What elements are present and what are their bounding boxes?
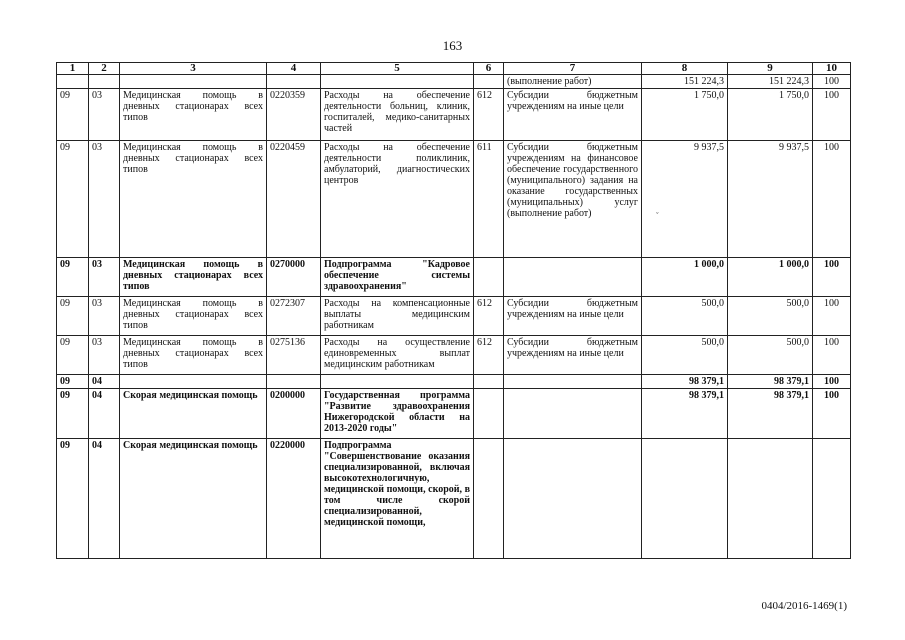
page-number: 163 (442, 38, 463, 53)
subsection-name-cell: Медицинская помощь в дневных стационарах всех типов (120, 141, 267, 258)
target-code-cell: 0272307 (267, 297, 321, 336)
header-col-7: 7 (504, 63, 642, 75)
table-row (57, 375, 851, 389)
header-col-8: 8 (642, 63, 728, 75)
expense-type-name-cell (504, 258, 642, 297)
subsection-code-cell: 04 (89, 439, 120, 559)
planned-amount-cell: 98 379,1 (642, 375, 728, 389)
subsection-name-cell (120, 75, 267, 89)
document-id: 0404/2016-1469(1) (761, 600, 847, 612)
subsection-name-cell (120, 375, 267, 389)
planned-amount-cell: 98 379,1 (642, 389, 728, 439)
section-code-cell: 09 (57, 439, 89, 559)
expense-type-code-cell (474, 375, 504, 389)
target-code-cell: 0200000 (267, 389, 321, 439)
section-code-cell: 09 (57, 141, 89, 258)
expense-type-name-cell: Субсидии бюджетным учреждениям на иные цели (504, 89, 642, 141)
table-body (57, 75, 851, 559)
target-name-cell: Подпрограмма "Совершенствование оказания специализированной, включая высокотехнологичную, медицинской помощи, скорой, в том числе скорой специализированной, медицинской помощи, (321, 439, 474, 559)
subsection-name-cell: Медицинская помощь в дневных стационарах всех типов (120, 336, 267, 375)
table-row (57, 89, 851, 141)
actual-amount-cell: 500,0 (728, 297, 813, 336)
section-code-cell: 09 (57, 258, 89, 297)
target-code-cell: 0220359 (267, 89, 321, 141)
expense-type-code-cell (474, 258, 504, 297)
subsection-name-cell: Медицинская помощь в дневных стационарах всех типов (120, 297, 267, 336)
section-code-cell: 09 (57, 297, 89, 336)
header-col-3: 3 (120, 63, 267, 75)
table-row (57, 258, 851, 297)
table-row (57, 141, 851, 258)
planned-amount-cell: 500,0 (642, 336, 728, 375)
planned-amount-cell: 9 937,5 (642, 141, 728, 258)
actual-amount-cell: 500,0 (728, 336, 813, 375)
margin-mark: ˇ (656, 211, 659, 220)
subsection-code-cell: 03 (89, 297, 120, 336)
header-row (57, 63, 851, 75)
expense-type-code-cell: 612 (474, 336, 504, 375)
target-code-cell (267, 375, 321, 389)
table-row (57, 336, 851, 375)
header-col-9: 9 (728, 63, 813, 75)
header-col-6: 6 (474, 63, 504, 75)
target-name-cell (321, 375, 474, 389)
actual-amount-cell: 1 750,0 (728, 89, 813, 141)
header-col-10: 10 (813, 63, 851, 75)
target-code-cell: 0220000 (267, 439, 321, 559)
percent-cell: 100 (813, 141, 851, 258)
subsection-code-cell: 04 (89, 375, 120, 389)
percent-cell: 100 (813, 336, 851, 375)
expense-type-name-cell (504, 439, 642, 559)
expense-type-code-cell: 611 (474, 141, 504, 258)
expense-type-name-cell: Субсидии бюджетным учреждениям на иные цели (504, 297, 642, 336)
target-name-cell: Подпрограмма "Кадровое обеспечение системы здравоохранения" (321, 258, 474, 297)
target-name-cell: Государственная программа "Развитие здравоохранения Нижегородской области на 2013-2020 годы" (321, 389, 474, 439)
header-col-1: 1 (57, 63, 89, 75)
percent-cell: 100 (813, 89, 851, 141)
percent-cell: 100 (813, 375, 851, 389)
expense-type-code-cell (474, 389, 504, 439)
expense-type-name-cell (504, 389, 642, 439)
target-name-cell: Расходы на компенсационные выплаты медицинским работникам (321, 297, 474, 336)
subsection-code-cell: 03 (89, 89, 120, 141)
planned-amount-cell: 500,0 (642, 297, 728, 336)
section-code-cell (57, 75, 89, 89)
header-col-2: 2 (89, 63, 120, 75)
budget-table (56, 62, 851, 559)
expense-type-code-cell (474, 75, 504, 89)
expense-type-name-cell: Субсидии бюджетным учреждениям на финансовое обеспечение государственного (муниципального) задания на оказание государственных (муниципальных) услуг (выполнение работ) (504, 141, 642, 258)
section-code-cell: 09 (57, 389, 89, 439)
header-col-4: 4 (267, 63, 321, 75)
subsection-name-cell: Скорая медицинская помощь (120, 439, 267, 559)
subsection-name-cell: Скорая медицинская помощь (120, 389, 267, 439)
table-row (57, 75, 851, 89)
target-name-cell: Расходы на обеспечение деятельности поликлиник, амбулаторий, диагностических центров (321, 141, 474, 258)
percent-cell: 100 (813, 75, 851, 89)
percent-cell: 100 (813, 258, 851, 297)
subsection-code-cell: 03 (89, 141, 120, 258)
expense-type-name-cell: Субсидии бюджетным учреждениям на иные цели (504, 336, 642, 375)
target-name-cell: Расходы на осуществление единовременных выплат медицинским работникам (321, 336, 474, 375)
section-code-cell: 09 (57, 375, 89, 389)
header-col-5: 5 (321, 63, 474, 75)
target-code-cell (267, 75, 321, 89)
planned-amount-cell: 151 224,3 (642, 75, 728, 89)
percent-cell: 100 (813, 297, 851, 336)
actual-amount-cell: 98 379,1 (728, 375, 813, 389)
target-name-cell: Расходы на обеспечение деятельности больниц, клиник, госпиталей, медико-санитарных частей (321, 89, 474, 141)
expense-type-code-cell: 612 (474, 89, 504, 141)
actual-amount-cell: 98 379,1 (728, 389, 813, 439)
table-row (57, 389, 851, 439)
subsection-code-cell: 03 (89, 336, 120, 375)
planned-amount-cell: 1 000,0 (642, 258, 728, 297)
subsection-code-cell (89, 75, 120, 89)
target-code-cell: 0220459 (267, 141, 321, 258)
actual-amount-cell: 9 937,5 (728, 141, 813, 258)
actual-amount-cell (728, 439, 813, 559)
percent-cell: 100 (813, 389, 851, 439)
subsection-code-cell: 04 (89, 389, 120, 439)
actual-amount-cell: 151 224,3 (728, 75, 813, 89)
target-code-cell: 0270000 (267, 258, 321, 297)
actual-amount-cell: 1 000,0 (728, 258, 813, 297)
subsection-name-cell: Медицинская помощь в дневных стационарах всех типов (120, 258, 267, 297)
subsection-code-cell: 03 (89, 258, 120, 297)
subsection-name-cell: Медицинская помощь в дневных стационарах всех типов (120, 89, 267, 141)
percent-cell (813, 439, 851, 559)
expense-type-name-cell (504, 375, 642, 389)
section-code-cell: 09 (57, 89, 89, 141)
table-row (57, 439, 851, 559)
expense-type-code-cell (474, 439, 504, 559)
table-row (57, 297, 851, 336)
planned-amount-cell (642, 439, 728, 559)
expense-type-name-cell: (выполнение работ) (504, 75, 642, 89)
planned-amount-cell: 1 750,0 (642, 89, 728, 141)
target-name-cell (321, 75, 474, 89)
section-code-cell: 09 (57, 336, 89, 375)
target-code-cell: 0275136 (267, 336, 321, 375)
expense-type-code-cell: 612 (474, 297, 504, 336)
